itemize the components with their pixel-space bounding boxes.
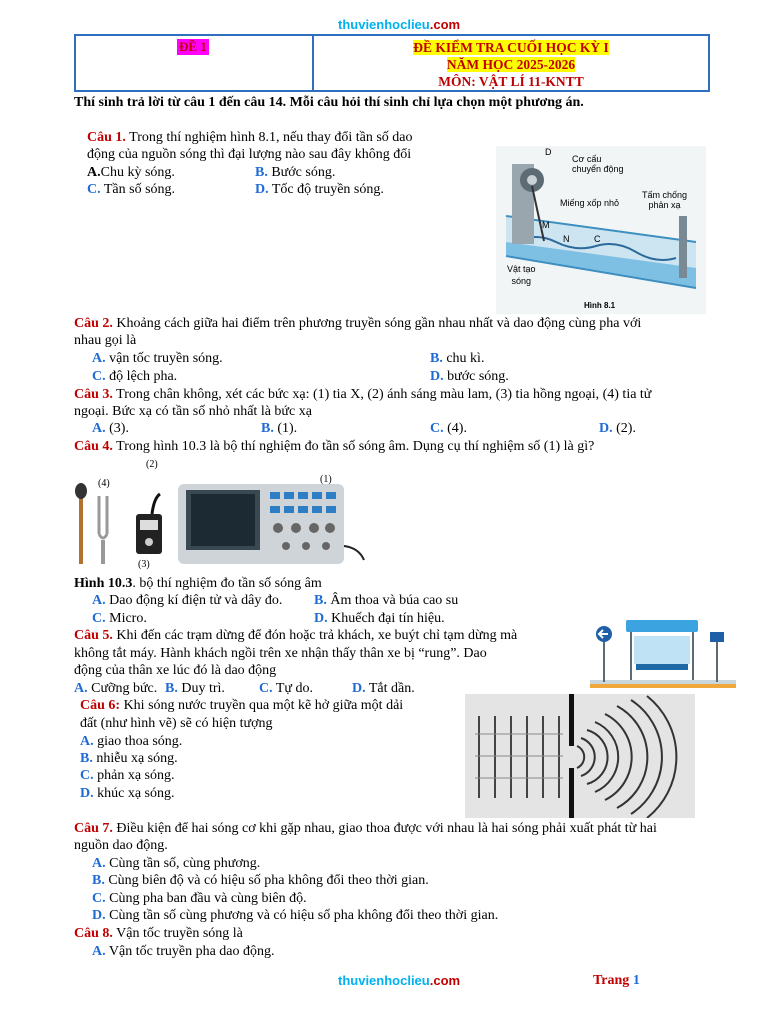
question-7: Câu 7. Điều kiện để hai sóng cơ khi gặp nhau, giao thoa được với nhau là hai sóng phải xuất phát từ hai bbox=[74, 821, 657, 836]
q2-option-d[interactable]: D. bước sóng. bbox=[430, 369, 509, 384]
q2-option-c[interactable]: C. độ lệch pha. bbox=[92, 369, 178, 384]
q3-option-d[interactable]: D. (2). bbox=[599, 421, 636, 436]
q5-option-c[interactable]: C. Tự do. bbox=[259, 681, 314, 696]
q6-option-c[interactable]: C. phản xạ sóng. bbox=[80, 768, 175, 783]
q2-option-a[interactable]: A. vận tốc truyền sóng. bbox=[92, 351, 223, 366]
q4-option-a[interactable]: A. Dao động kí điện tử và dây đo. bbox=[92, 593, 283, 608]
q8-option-a[interactable]: A. Vận tốc truyền pha dao động. bbox=[92, 944, 275, 959]
q7-option-d[interactable]: D. Cùng tần số cùng phương và có hiệu số pha không đổi theo thời gian. bbox=[92, 908, 499, 923]
q2-option-b[interactable]: B. chu kì. bbox=[430, 351, 485, 366]
q7-option-a[interactable]: A. Cùng tần số, cùng phương. bbox=[92, 856, 261, 871]
label-4: (4) bbox=[98, 478, 110, 489]
exam-year: NĂM HỌC 2025-2026 bbox=[446, 57, 576, 72]
question-5: Câu 5. Khi đến các trạm dừng để đón hoặc trả khách, xe buýt chỉ tạm dừng mà bbox=[74, 628, 518, 643]
question-4: Câu 4. Trong hình 10.3 là bộ thí nghiệm đo tần số sóng âm. Dụng cụ thí nghiệm số (1) là gì? bbox=[74, 439, 595, 454]
label-3: (3) bbox=[138, 559, 150, 570]
exam-subject: MÔN: VẬT LÍ 11-KNTT bbox=[438, 74, 584, 89]
question-6: Câu 6: Khi sóng nước truyền qua một kẽ hở giữa một dải bbox=[80, 698, 404, 713]
q3-option-a[interactable]: A. (3). bbox=[92, 421, 129, 436]
figure-10-3 bbox=[74, 456, 374, 572]
site-header: thuvienhoclieu.com bbox=[338, 17, 461, 32]
exam-title: ĐỀ KIỂM TRA CUỐI HỌC KỲ I bbox=[413, 40, 609, 55]
instruction: Thí sinh trả lời từ câu 1 đến câu 14. Mỗi câu hỏi thí sinh chỉ lựa chọn một phương án. bbox=[74, 95, 584, 110]
bus-stop-picture bbox=[590, 618, 736, 690]
q7-option-b[interactable]: B. Cùng biên độ và có hiệu số pha không đổi theo thời gian. bbox=[92, 873, 429, 888]
q7-option-c[interactable]: C. Cùng pha ban đầu và cùng biên độ. bbox=[92, 891, 307, 906]
q1-option-b[interactable]: B. Bước sóng. bbox=[255, 165, 336, 180]
page-number: Trang 1 bbox=[593, 973, 640, 988]
header-table bbox=[74, 34, 710, 92]
q6-option-d[interactable]: D. khúc xạ sóng. bbox=[80, 786, 175, 801]
question-3: Câu 3. Trong chân không, xét các bức xạ: (1) tia X, (2) ánh sáng màu lam, (3) tia hồng ngoại, (4) tia tử bbox=[74, 387, 652, 402]
q6-option-b[interactable]: B. nhiễu xạ sóng. bbox=[80, 751, 178, 766]
label-2: (2) bbox=[146, 459, 158, 470]
q4-option-d[interactable]: D. Khuếch đại tín hiệu. bbox=[314, 611, 445, 626]
q5-option-a[interactable]: A. Cưỡng bức. bbox=[74, 681, 158, 696]
q4-option-b[interactable]: B. Âm thoa và búa cao su bbox=[314, 593, 459, 608]
q3-option-c[interactable]: C. (4). bbox=[430, 421, 467, 436]
q3-option-b[interactable]: B. (1). bbox=[261, 421, 298, 436]
figure-8-1: D Cơ cấu chuyển động Miếng xốp nhỏ Tấm chống phản xạ M N C Vật tạo sóng Hình 8.1 bbox=[496, 146, 706, 314]
question-1: Câu 1. Trong thí nghiệm hình 8.1, nếu thay đổi tần số dao bbox=[87, 130, 413, 145]
exam-code: ĐỀ 1 bbox=[179, 39, 207, 54]
q4-option-c[interactable]: C. Micro. bbox=[92, 611, 147, 626]
site-footer: thuvienhoclieu.com bbox=[338, 973, 461, 988]
label-1: (1) bbox=[320, 474, 332, 485]
figure-10-3-caption: Hình 10.3. bộ thí nghiệm đo tần số sóng âm bbox=[74, 576, 322, 591]
question-2: Câu 2. Khoảng cách giữa hai điểm trên phương truyền sóng gần nhau nhất và dao động cùng pha với bbox=[74, 316, 642, 331]
q5-option-b[interactable]: B. Duy trì. bbox=[165, 681, 225, 696]
q1-option-c[interactable]: C. Tần số sóng. bbox=[87, 182, 176, 197]
q1-option-a[interactable]: A.Chu kỳ sóng. bbox=[87, 165, 175, 180]
q5-option-d[interactable]: D. Tắt dần. bbox=[352, 681, 415, 696]
wave-diffraction-figure bbox=[465, 694, 695, 818]
q1-option-d[interactable]: D. Tốc độ truyền sóng. bbox=[255, 182, 384, 197]
question-8: Câu 8. Vận tốc truyền sóng là bbox=[74, 926, 243, 941]
q6-option-a[interactable]: A. giao thoa sóng. bbox=[80, 734, 183, 749]
